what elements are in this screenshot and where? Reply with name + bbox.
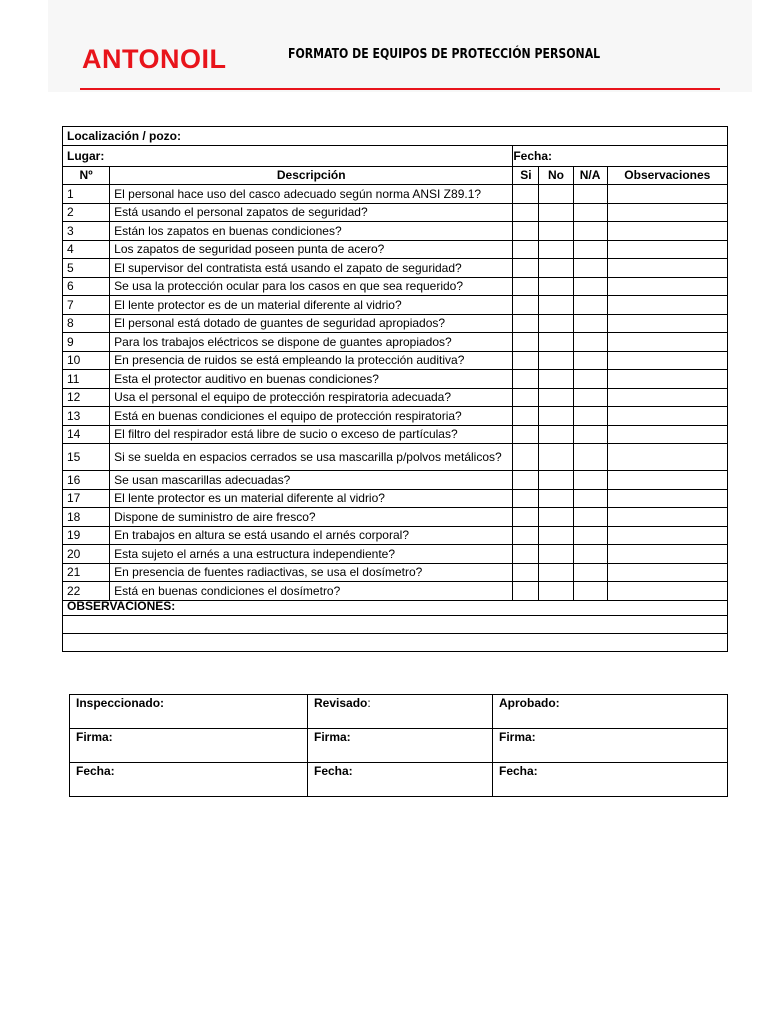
item-description: El filtro del respirador está libre de sucio o exceso de partículas? bbox=[110, 425, 513, 444]
observations-cell[interactable] bbox=[607, 185, 727, 204]
item-description: Usa el personal el equipo de protección respiratoria adecuada? bbox=[110, 388, 513, 407]
yes-checkbox-cell[interactable] bbox=[513, 545, 539, 564]
table-row bbox=[63, 545, 728, 564]
no-checkbox-cell[interactable] bbox=[539, 563, 573, 582]
no-checkbox-cell[interactable] bbox=[539, 370, 573, 389]
no-checkbox-cell[interactable] bbox=[539, 277, 573, 296]
na-checkbox-cell[interactable] bbox=[573, 582, 607, 601]
no-checkbox-cell[interactable] bbox=[539, 407, 573, 426]
yes-checkbox-cell[interactable] bbox=[513, 185, 539, 204]
na-checkbox-cell[interactable] bbox=[573, 407, 607, 426]
yes-checkbox-cell[interactable] bbox=[513, 240, 539, 259]
item-description: Los zapatos de seguridad poseen punta de acero? bbox=[110, 240, 513, 259]
table-row bbox=[63, 296, 728, 315]
yes-checkbox-cell[interactable] bbox=[513, 388, 539, 407]
item-description: El lente protector es un material diferente al vidrio? bbox=[110, 489, 513, 508]
date-label: Fecha: bbox=[513, 145, 728, 166]
yes-checkbox-cell[interactable] bbox=[513, 277, 539, 296]
item-number: 16 bbox=[63, 471, 110, 490]
table-row bbox=[63, 277, 728, 296]
no-checkbox-cell[interactable] bbox=[539, 240, 573, 259]
item-description: Si se suelda en espacios cerrados se usa mascarilla p/polvos metálicos? bbox=[110, 444, 513, 471]
table-row bbox=[63, 582, 728, 601]
observations-cell[interactable] bbox=[607, 370, 727, 389]
table-row bbox=[63, 351, 728, 370]
observations-cell[interactable] bbox=[607, 259, 727, 278]
yes-checkbox-cell[interactable] bbox=[513, 444, 539, 471]
na-checkbox-cell[interactable] bbox=[573, 471, 607, 490]
yes-checkbox-cell[interactable] bbox=[513, 563, 539, 582]
na-checkbox-cell[interactable] bbox=[573, 370, 607, 389]
no-checkbox-cell[interactable] bbox=[539, 351, 573, 370]
no-checkbox-cell[interactable] bbox=[539, 444, 573, 471]
na-checkbox-cell[interactable] bbox=[573, 444, 607, 471]
no-checkbox-cell[interactable] bbox=[539, 582, 573, 601]
reviewed-date-field[interactable]: Fecha: bbox=[308, 763, 493, 797]
na-checkbox-cell[interactable] bbox=[573, 526, 607, 545]
observations-cell[interactable] bbox=[607, 407, 727, 426]
yes-checkbox-cell[interactable] bbox=[513, 471, 539, 490]
item-number: 9 bbox=[63, 333, 110, 352]
observations-field[interactable] bbox=[63, 615, 728, 633]
item-description: Está usando el personal zapatos de seguridad? bbox=[110, 203, 513, 222]
na-checkbox-cell[interactable] bbox=[573, 388, 607, 407]
item-number: 20 bbox=[63, 545, 110, 564]
na-checkbox-cell[interactable] bbox=[573, 351, 607, 370]
no-checkbox-cell[interactable] bbox=[539, 545, 573, 564]
table-row bbox=[63, 388, 728, 407]
item-number: 22 bbox=[63, 582, 110, 601]
observations-cell[interactable] bbox=[607, 545, 727, 564]
yes-checkbox-cell[interactable] bbox=[513, 370, 539, 389]
yes-checkbox-cell[interactable] bbox=[513, 526, 539, 545]
observations-line bbox=[63, 615, 728, 633]
item-number: 8 bbox=[63, 314, 110, 333]
na-checkbox-cell[interactable] bbox=[573, 240, 607, 259]
item-description: El personal está dotado de guantes de seguridad apropiados? bbox=[110, 314, 513, 333]
no-checkbox-cell[interactable] bbox=[539, 471, 573, 490]
item-number: 4 bbox=[63, 240, 110, 259]
item-description: El personal hace uso del casco adecuado según norma ANSI Z89.1? bbox=[110, 185, 513, 204]
no-checkbox-cell[interactable] bbox=[539, 203, 573, 222]
observations-cell[interactable] bbox=[607, 582, 727, 601]
column-header-number: Nº bbox=[63, 166, 110, 185]
table-row bbox=[63, 425, 728, 444]
item-description: En presencia de fuentes radiactivas, se usa el dosímetro? bbox=[110, 563, 513, 582]
document-title: FORMATO DE EQUIPOS DE PROTECCIÓN PERSONAL bbox=[288, 46, 601, 62]
column-header-no: No bbox=[539, 166, 573, 185]
observations-cell[interactable] bbox=[607, 563, 727, 582]
item-description: Dispone de suministro de aire fresco? bbox=[110, 508, 513, 527]
column-header-observations: Observaciones bbox=[607, 166, 727, 185]
company-logo: ANTONOIL bbox=[82, 44, 227, 74]
na-checkbox-cell[interactable] bbox=[573, 185, 607, 204]
table-row bbox=[63, 563, 728, 582]
inspected-date-field[interactable]: Fecha: bbox=[70, 763, 308, 797]
observations-cell[interactable] bbox=[607, 526, 727, 545]
table-row bbox=[63, 185, 728, 204]
item-number: 6 bbox=[63, 277, 110, 296]
inspected-label: Inspeccionado: bbox=[70, 695, 308, 729]
item-number: 7 bbox=[63, 296, 110, 315]
item-description: Está en buenas condiciones el dosímetro? bbox=[110, 582, 513, 601]
na-checkbox-cell[interactable] bbox=[573, 425, 607, 444]
table-row bbox=[63, 471, 728, 490]
item-number: 19 bbox=[63, 526, 110, 545]
observations-label: OBSERVACIONES: bbox=[63, 600, 728, 615]
yes-checkbox-cell[interactable] bbox=[513, 259, 539, 278]
no-checkbox-cell[interactable] bbox=[539, 314, 573, 333]
item-number: 15 bbox=[63, 444, 110, 471]
yes-checkbox-cell[interactable] bbox=[513, 407, 539, 426]
yes-checkbox-cell[interactable] bbox=[513, 582, 539, 601]
item-number: 18 bbox=[63, 508, 110, 527]
yes-checkbox-cell[interactable] bbox=[513, 203, 539, 222]
table-row bbox=[63, 407, 728, 426]
approved-signature-field[interactable]: Firma: bbox=[493, 729, 728, 763]
table-row bbox=[63, 370, 728, 389]
na-checkbox-cell[interactable] bbox=[573, 545, 607, 564]
table-row bbox=[63, 508, 728, 527]
observations-cell[interactable] bbox=[607, 203, 727, 222]
no-checkbox-cell[interactable] bbox=[539, 388, 573, 407]
yes-checkbox-cell[interactable] bbox=[513, 296, 539, 315]
approved-label: Aprobado: bbox=[493, 695, 728, 729]
yes-checkbox-cell[interactable] bbox=[513, 333, 539, 352]
observations-cell[interactable] bbox=[607, 314, 727, 333]
signature-table bbox=[69, 694, 728, 797]
column-header-row bbox=[63, 166, 728, 185]
no-checkbox-cell[interactable] bbox=[539, 185, 573, 204]
no-checkbox-cell[interactable] bbox=[539, 296, 573, 315]
item-number: 21 bbox=[63, 563, 110, 582]
table-row bbox=[63, 222, 728, 241]
table-row bbox=[63, 314, 728, 333]
observations-row bbox=[63, 600, 728, 615]
column-header-na: N/A bbox=[573, 166, 607, 185]
na-checkbox-cell[interactable] bbox=[573, 277, 607, 296]
place-label: Lugar: bbox=[63, 145, 513, 166]
yes-checkbox-cell[interactable] bbox=[513, 222, 539, 241]
header-divider bbox=[80, 88, 720, 90]
reviewed-label: Revisado: bbox=[308, 695, 493, 729]
na-checkbox-cell[interactable] bbox=[573, 203, 607, 222]
yes-checkbox-cell[interactable] bbox=[513, 351, 539, 370]
item-description: El supervisor del contratista está usando el zapato de seguridad? bbox=[110, 259, 513, 278]
column-header-yes: Si bbox=[513, 166, 539, 185]
no-checkbox-cell[interactable] bbox=[539, 222, 573, 241]
observations-cell[interactable] bbox=[607, 296, 727, 315]
observations-field[interactable] bbox=[63, 633, 728, 651]
observations-cell[interactable] bbox=[607, 444, 727, 471]
item-number: 17 bbox=[63, 489, 110, 508]
reviewed-signature-field[interactable]: Firma: bbox=[308, 729, 493, 763]
item-number: 13 bbox=[63, 407, 110, 426]
signature-row bbox=[70, 729, 728, 763]
table-row bbox=[63, 526, 728, 545]
item-description: Esta el protector auditivo en buenas condiciones? bbox=[110, 370, 513, 389]
item-number: 1 bbox=[63, 185, 110, 204]
observations-cell[interactable] bbox=[607, 351, 727, 370]
yes-checkbox-cell[interactable] bbox=[513, 508, 539, 527]
column-header-description: Descripción bbox=[110, 166, 513, 185]
no-checkbox-cell[interactable] bbox=[539, 259, 573, 278]
observations-cell[interactable] bbox=[607, 240, 727, 259]
no-checkbox-cell[interactable] bbox=[539, 425, 573, 444]
approved-date-field[interactable]: Fecha: bbox=[493, 763, 728, 797]
na-checkbox-cell[interactable] bbox=[573, 489, 607, 508]
signature-header-row bbox=[70, 695, 728, 729]
no-checkbox-cell[interactable] bbox=[539, 489, 573, 508]
item-description: Esta sujeto el arnés a una estructura independiente? bbox=[110, 545, 513, 564]
observations-cell[interactable] bbox=[607, 277, 727, 296]
item-description: En trabajos en altura se está usando el arnés corporal? bbox=[110, 526, 513, 545]
table-row bbox=[63, 333, 728, 352]
no-checkbox-cell[interactable] bbox=[539, 526, 573, 545]
yes-checkbox-cell[interactable] bbox=[513, 425, 539, 444]
na-checkbox-cell[interactable] bbox=[573, 222, 607, 241]
table-row bbox=[63, 489, 728, 508]
observations-cell[interactable] bbox=[607, 388, 727, 407]
no-checkbox-cell[interactable] bbox=[539, 333, 573, 352]
item-number: 5 bbox=[63, 259, 110, 278]
observations-line bbox=[63, 633, 728, 651]
item-description: Están los zapatos en buenas condiciones? bbox=[110, 222, 513, 241]
item-number: 12 bbox=[63, 388, 110, 407]
location-label: Localización / pozo: bbox=[63, 127, 728, 146]
na-checkbox-cell[interactable] bbox=[573, 563, 607, 582]
no-checkbox-cell[interactable] bbox=[539, 508, 573, 527]
na-checkbox-cell[interactable] bbox=[573, 314, 607, 333]
na-checkbox-cell[interactable] bbox=[573, 508, 607, 527]
signature-date-row bbox=[70, 763, 728, 797]
item-description: Se usan mascarillas adecuadas? bbox=[110, 471, 513, 490]
item-description: Se usa la protección ocular para los casos en que sea requerido? bbox=[110, 277, 513, 296]
observations-cell[interactable] bbox=[607, 425, 727, 444]
ppe-checklist-table bbox=[62, 126, 728, 652]
observations-cell[interactable] bbox=[607, 333, 727, 352]
location-row bbox=[63, 127, 728, 146]
na-checkbox-cell[interactable] bbox=[573, 259, 607, 278]
item-number: 2 bbox=[63, 203, 110, 222]
inspected-signature-field[interactable]: Firma: bbox=[70, 729, 308, 763]
observations-cell[interactable] bbox=[607, 222, 727, 241]
table-row bbox=[63, 203, 728, 222]
item-number: 3 bbox=[63, 222, 110, 241]
item-description: Para los trabajos eléctricos se dispone de guantes apropiados? bbox=[110, 333, 513, 352]
table-row bbox=[63, 240, 728, 259]
yes-checkbox-cell[interactable] bbox=[513, 314, 539, 333]
place-date-row bbox=[63, 145, 728, 166]
observations-cell[interactable] bbox=[607, 489, 727, 508]
item-number: 10 bbox=[63, 351, 110, 370]
table-row bbox=[63, 259, 728, 278]
item-number: 11 bbox=[63, 370, 110, 389]
observations-cell[interactable] bbox=[607, 508, 727, 527]
table-row bbox=[63, 444, 728, 471]
na-checkbox-cell[interactable] bbox=[573, 296, 607, 315]
na-checkbox-cell[interactable] bbox=[573, 333, 607, 352]
item-description: Está en buenas condiciones el equipo de protección respiratoria? bbox=[110, 407, 513, 426]
item-description: En presencia de ruidos se está empleando la protección auditiva? bbox=[110, 351, 513, 370]
item-description: El lente protector es de un material diferente al vidrio? bbox=[110, 296, 513, 315]
observations-cell[interactable] bbox=[607, 471, 727, 490]
yes-checkbox-cell[interactable] bbox=[513, 489, 539, 508]
item-number: 14 bbox=[63, 425, 110, 444]
